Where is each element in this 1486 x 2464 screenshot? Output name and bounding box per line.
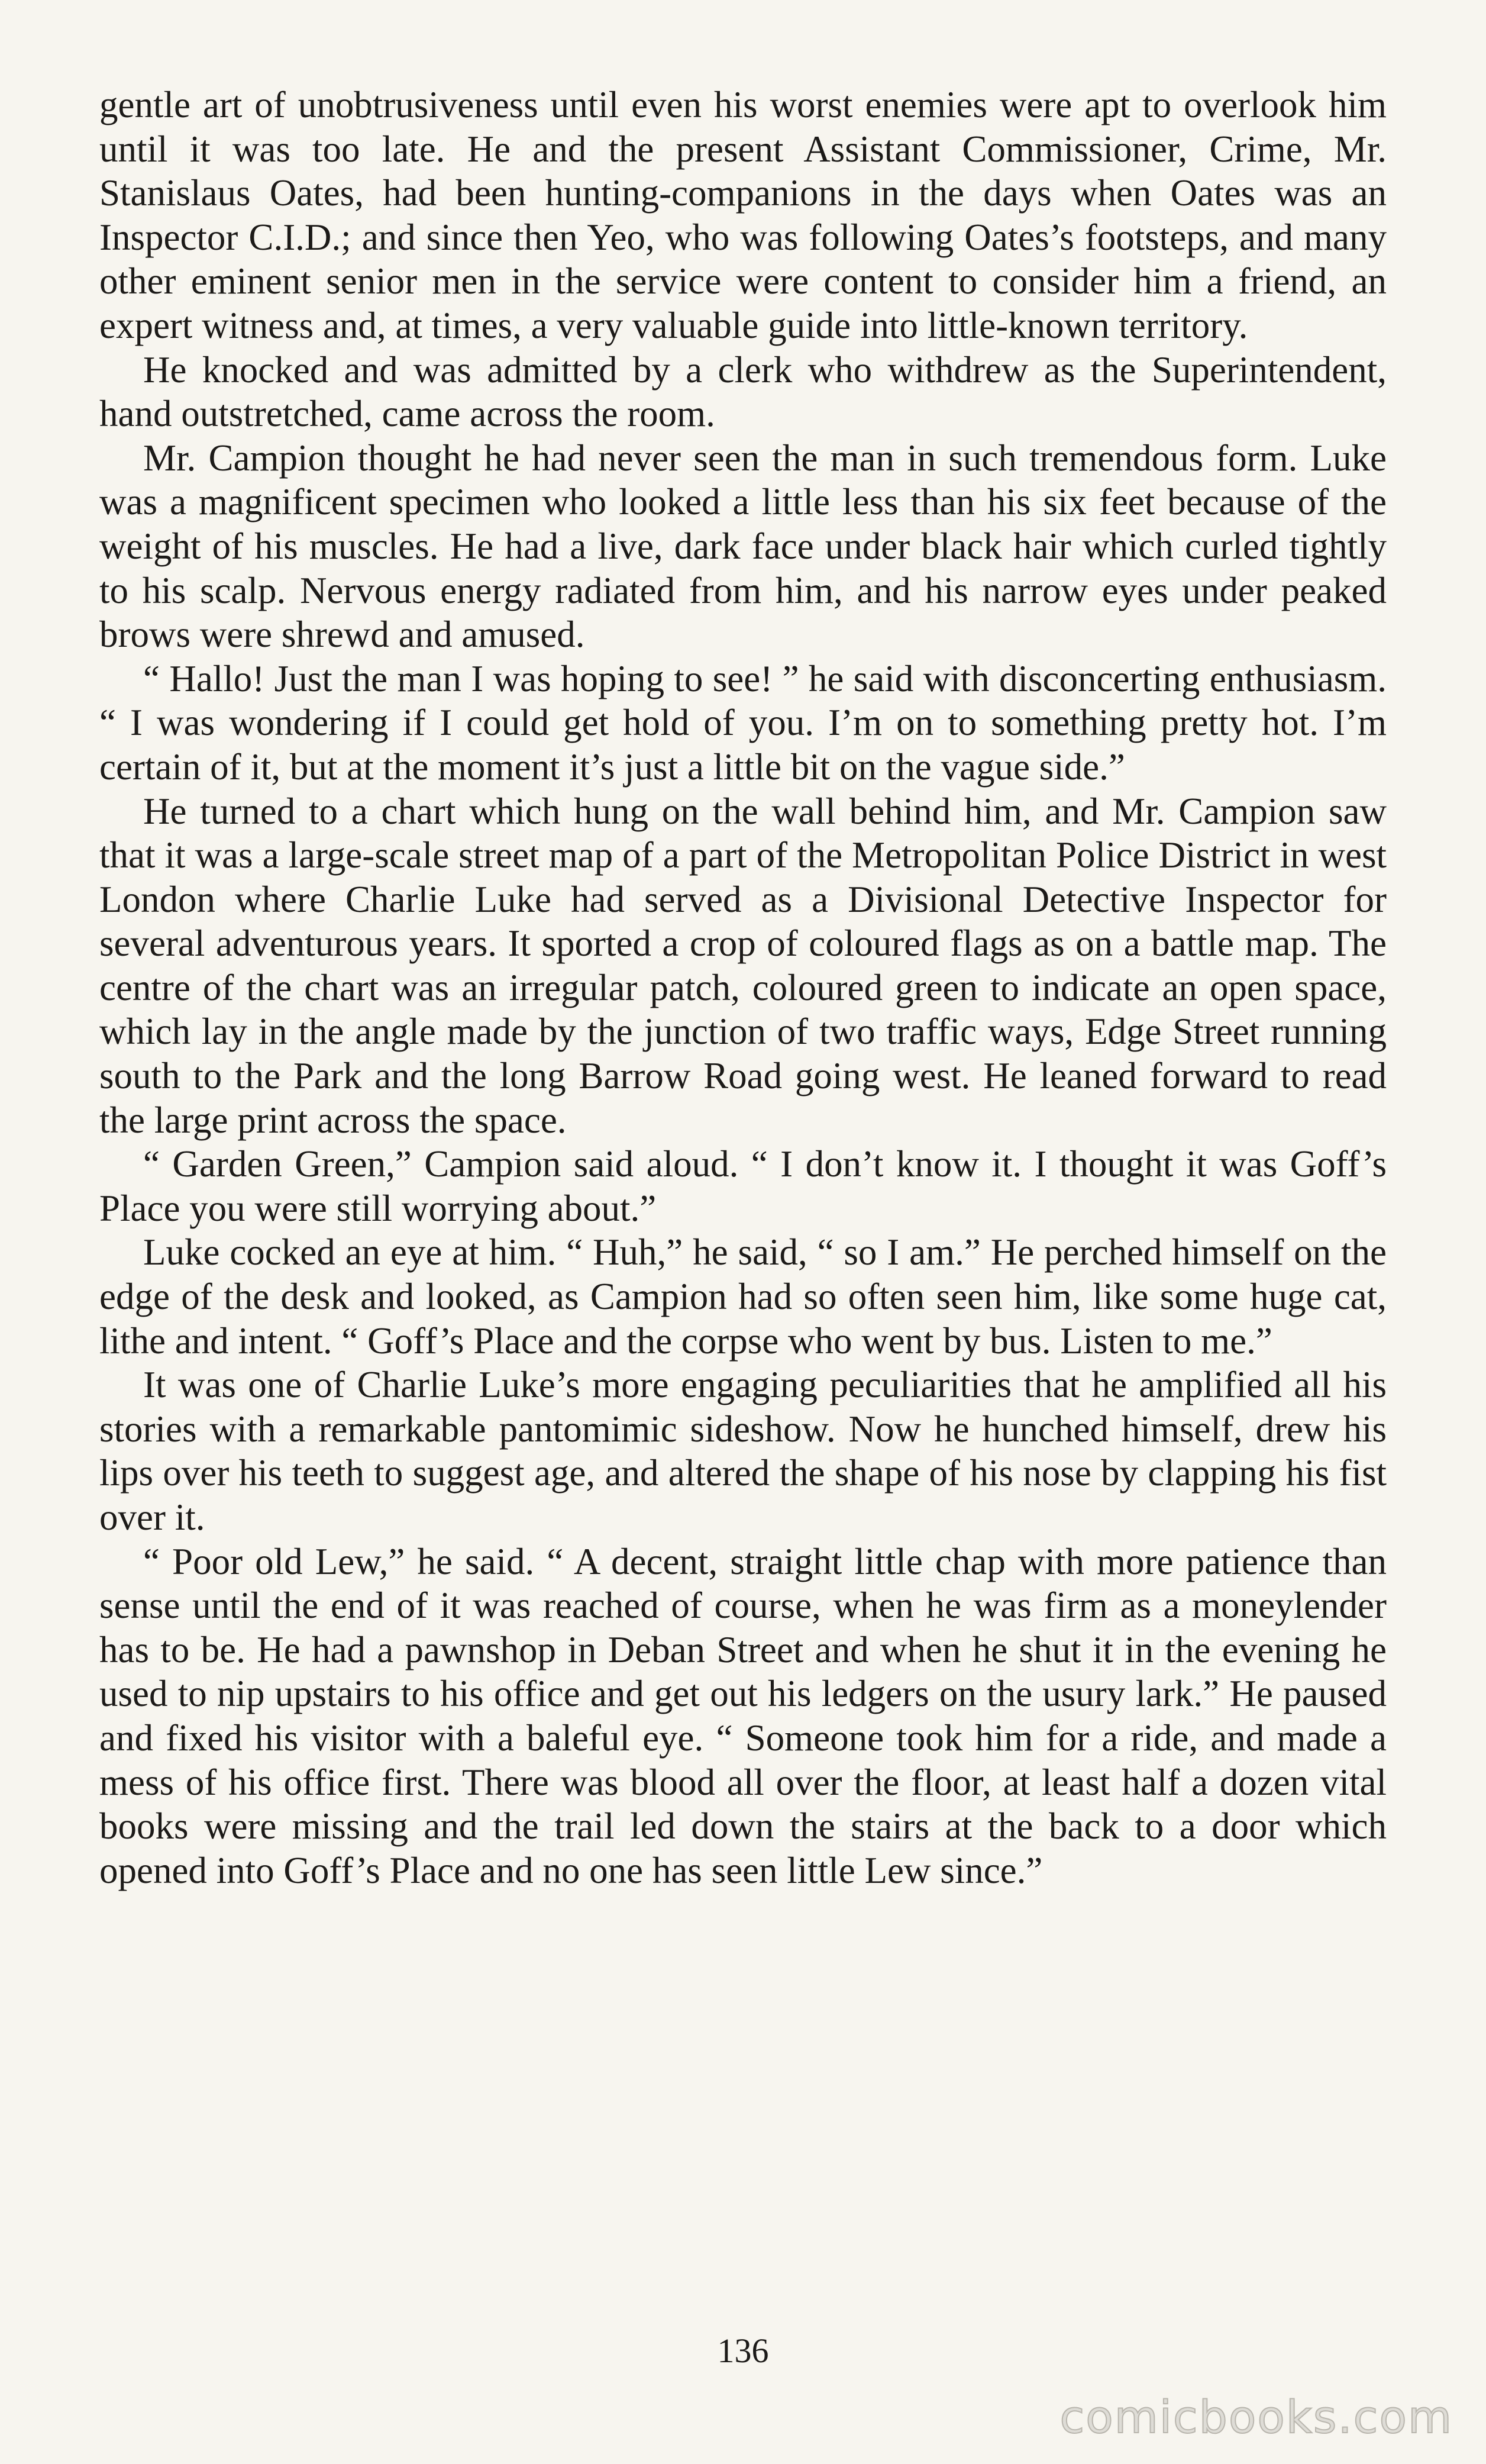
paragraph-poor-old-lew: “ Poor old Lew,” he said. “ A decent, straight little chap with more patience than sense until the end of it was reached of course, when he was firm as a moneylender has to be. He had a pawnshop in Deban Street and when he shut it in the evening he used to nip upstairs to his office and get out his ledgers on the usury lark.” He paused and fixed his visitor with a baleful eye. “ Someone took him for a ride, and made a mess of his office first. There was blood all over the floor, at least half a dozen vital books were missing and the trail led down the stairs at the back to a door which opened into Goff’s Place and no one has seen little Lew since.” [99, 1540, 1387, 1891]
watermark-logo: comicbooks.com [1059, 2391, 1453, 2443]
paragraph-garden-green: “ Garden Green,” Campion said aloud. “ I don’t know it. I thought it was Goff’s Place you were still worrying about.” [99, 1143, 1387, 1229]
paragraph-continuation: gentle art of unobtrusiveness until even his worst enemies were apt to overlook him until it was too late. He and the present Assistant Commissioner, Crime, Mr. Stanislaus Oates, had been hunting-companions in the days when Oates was an Inspector C.I.D.; and since then Yeo, who was following Oates’s footsteps, and many other eminent senior men in the service were content to consider him a friend, an expert witness and, at times, a very valuable guide into little-known territory. [99, 84, 1387, 346]
page-number: 136 [717, 2331, 769, 2370]
paragraph-street-map: He turned to a chart which hung on the wall behind him, and Mr. Campion saw that it was a large-scale street map of a part of the Metropolitan Police District in west London where Charlie Luke had served as a Divisional Detective Inspector for several adventurous years. It sported a crop of coloured flags as on a battle map. The centre of the chart was an irregular patch, coloured green to indicate an open space, which lay in the angle made by the junction of two traffic ways, Edge Street running south to the Park and the long Barrow Road going west. He leaned forward to read the large print across the space. [99, 790, 1387, 1141]
paragraph-goffs-place: Luke cocked an eye at him. “ Huh,” he said, “ so I am.” He perched himself on the edge of the desk and looked, as Campion had so often seen him, like some huge cat, lithe and intent. “ Goff’s Place and the corpse who went by bus. Listen to me.” [99, 1231, 1387, 1362]
paragraph-luke-description: Mr. Campion thought he had never seen the man in such tremendous form. Luke was a magnificent specimen who looked a little less than his six feet because of the weight of his muscles. He had a live, dark face under black hair which curled tightly to his scalp. Nervous energy radiated from him, and his narrow eyes under peaked brows were shrewd and amused. [99, 437, 1387, 656]
paragraph-luke-greeting: “ Hallo! Just the man I was hoping to see! ” he said with disconcerting enthusiasm. “ I was wondering if I could get hold of you. I’m on to something pretty hot. I’m certain of it, but at the moment it’s just a little bit on the vague side.” [99, 657, 1387, 788]
paragraph-pantomime: It was one of Charlie Luke’s more engaging peculiarities that he amplified all his stories with a remarkable pantomimic sideshow. Now he hunched himself, drew his lips over his teeth to suggest age, and altered the shape of his nose by clapping his fist over it. [99, 1364, 1387, 1538]
book-page-text [99, 83, 1387, 1892]
paragraph-clerk: He knocked and was admitted by a clerk who withdrew as the Superintendent, hand outstretched, came across the room. [99, 349, 1387, 435]
